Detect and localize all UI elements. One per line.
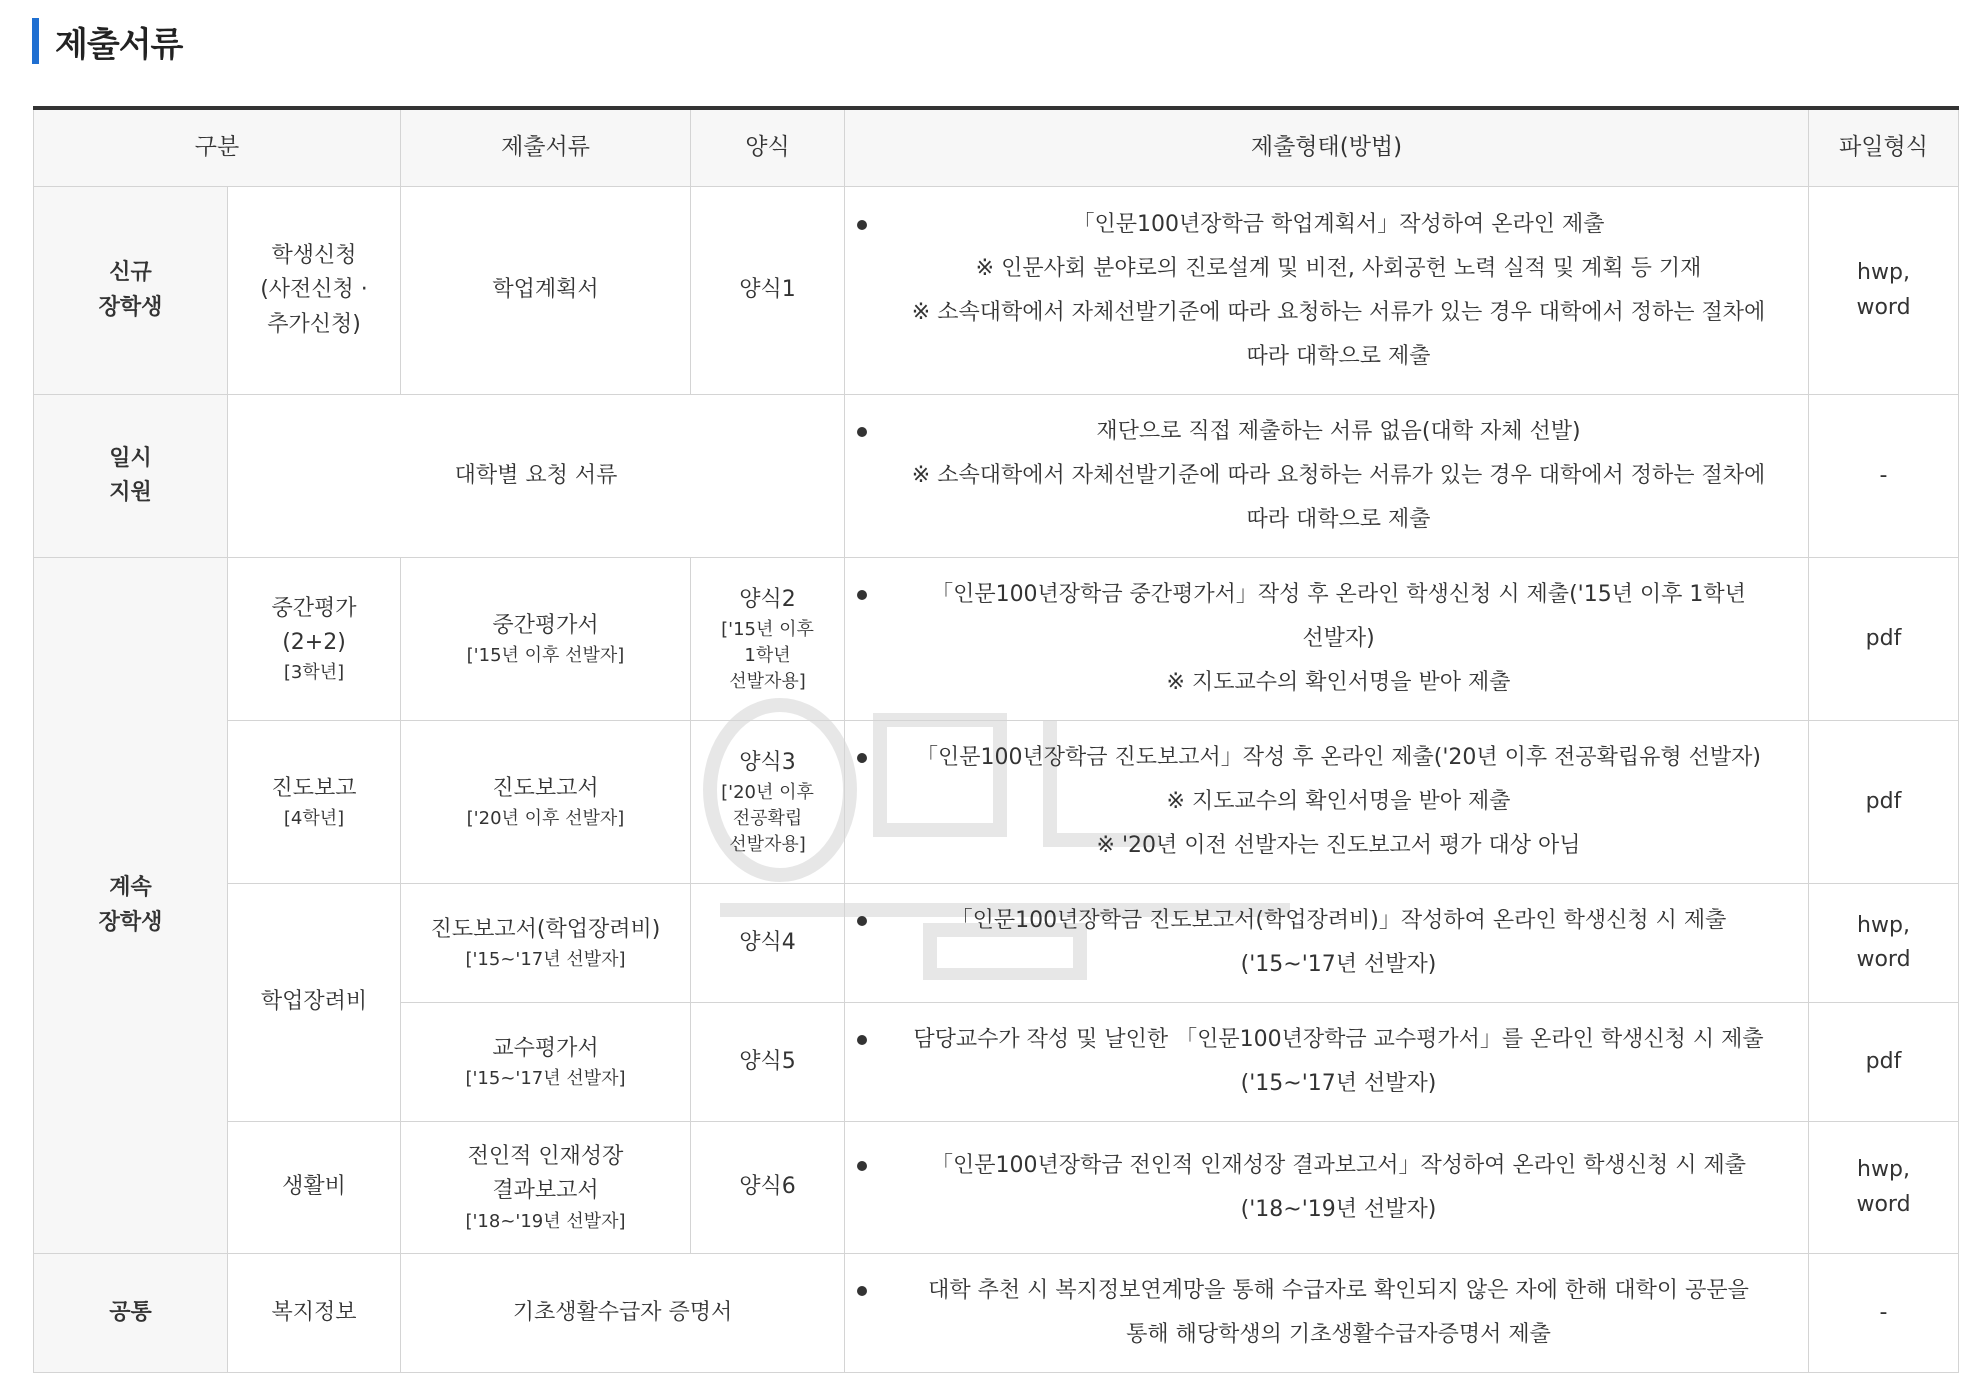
header-form: 양식	[691, 108, 845, 187]
header-method: 제출형태(방법)	[845, 108, 1809, 187]
subcategory-cell: 생활비	[228, 1122, 401, 1254]
method-cell: 「인문100년장학금 진도보고서」작성 후 온라인 제출('20년 이후 전공확립유형 선발자) ※ 지도교수의 확인서명을 받아 제출 ※ '20년 이전 선발자는 진도보고서 평가 대상 아님	[845, 721, 1809, 884]
bullet-icon	[857, 916, 867, 926]
method-cell: 담당교수가 작성 및 날인한 「인문100년장학금 교수평가서」를 온라인 학생신청 시 제출 ('15~'17년 선발자)	[845, 1003, 1809, 1122]
section-title: 제출서류	[55, 24, 183, 65]
form-cell: 양식5	[691, 1003, 845, 1122]
document-cell: 기초생활수급자 증명서	[401, 1254, 845, 1373]
table-row	[34, 884, 1959, 1003]
method-cell: 「인문100년장학금 진도보고서(학업장려비)」작성하여 온라인 학생신청 시 제출 ('15~'17년 선발자)	[845, 884, 1809, 1003]
table-row	[34, 187, 1959, 395]
subcategory-cell: 중간평가 (2+2) [3학년]	[228, 558, 401, 721]
document-cell: 진도보고서 ['20년 이후 선발자]	[401, 721, 691, 884]
document-cell: 진도보고서(학업장려비) ['15~'17년 선발자]	[401, 884, 691, 1003]
heading-accent-bar	[32, 18, 39, 64]
method-cell: 「인문100년장학금 중간평가서」작성 후 온라인 학생신청 시 제출('15년 이후 1학년 선발자) ※ 지도교수의 확인서명을 받아 제출	[845, 558, 1809, 721]
table-row	[34, 558, 1959, 721]
table-row	[34, 1254, 1959, 1373]
category-cell: 신규 장학생	[34, 187, 228, 395]
header-file-format: 파일형식	[1809, 108, 1959, 187]
file-format-cell: pdf	[1809, 1003, 1959, 1122]
section-heading	[32, 18, 182, 64]
category-cell: 일시 지원	[34, 395, 228, 558]
bullet-icon	[857, 427, 867, 437]
document-cell: 전인적 인재성장 결과보고서 ['18~'19년 선발자]	[401, 1122, 691, 1254]
file-format-cell: hwp, word	[1809, 884, 1959, 1003]
document-table	[33, 106, 1959, 1373]
method-cell: 「인문100년장학금 학업계획서」작성하여 온라인 제출 ※ 인문사회 분야로의 진로설계 및 비전, 사회공헌 노력 실적 및 계획 등 기재 ※ 소속대학에서 자체선발기준에 따라 요청하는 서류가 있는 경우 대학에서 정하는 절차에 따라 대학으로 제출	[845, 187, 1809, 395]
table-row	[34, 721, 1959, 884]
document-cell: 대학별 요청 서류	[228, 395, 845, 558]
file-format-cell: hwp, word	[1809, 1122, 1959, 1254]
form-cell: 양식6	[691, 1122, 845, 1254]
file-format-cell: pdf	[1809, 721, 1959, 884]
file-format-cell: -	[1809, 395, 1959, 558]
form-cell: 양식4	[691, 884, 845, 1003]
document-cell: 학업계획서	[401, 187, 691, 395]
method-cell: 대학 추천 시 복지정보연계망을 통해 수급자로 확인되지 않은 자에 한해 대학이 공문을 통해 해당학생의 기초생활수급자증명서 제출	[845, 1254, 1809, 1373]
table-row	[34, 395, 1959, 558]
document-cell: 중간평가서 ['15년 이후 선발자]	[401, 558, 691, 721]
form-cell: 양식3 ['20년 이후 전공확립 선발자용]	[691, 721, 845, 884]
bullet-icon	[857, 1286, 867, 1296]
bullet-icon	[857, 1161, 867, 1171]
file-format-cell: -	[1809, 1254, 1959, 1373]
bullet-icon	[857, 753, 867, 763]
bullet-icon	[857, 1035, 867, 1045]
form-cell: 양식1	[691, 187, 845, 395]
header-category: 구분	[34, 108, 401, 187]
form-cell: 양식2 ['15년 이후 1학년 선발자용]	[691, 558, 845, 721]
bullet-icon	[857, 590, 867, 600]
header-document: 제출서류	[401, 108, 691, 187]
method-cell: 재단으로 직접 제출하는 서류 없음(대학 자체 선발) ※ 소속대학에서 자체선발기준에 따라 요청하는 서류가 있는 경우 대학에서 정하는 절차에 따라 대학으로 제출	[845, 395, 1809, 558]
table-header-row	[34, 108, 1959, 187]
file-format-cell: hwp, word	[1809, 187, 1959, 395]
category-cell: 공통	[34, 1254, 228, 1373]
method-cell: 「인문100년장학금 전인적 인재성장 결과보고서」작성하여 온라인 학생신청 시 제출 ('18~'19년 선발자)	[845, 1122, 1809, 1254]
category-cell: 계속 장학생	[34, 558, 228, 1254]
table-row	[34, 1122, 1959, 1254]
subcategory-cell: 학생신청 (사전신청 · 추가신청)	[228, 187, 401, 395]
file-format-cell: pdf	[1809, 558, 1959, 721]
bullet-icon	[857, 220, 867, 230]
document-cell: 교수평가서 ['15~'17년 선발자]	[401, 1003, 691, 1122]
subcategory-cell: 진도보고 [4학년]	[228, 721, 401, 884]
subcategory-cell: 복지정보	[228, 1254, 401, 1373]
subcategory-cell: 학업장려비	[228, 884, 401, 1122]
